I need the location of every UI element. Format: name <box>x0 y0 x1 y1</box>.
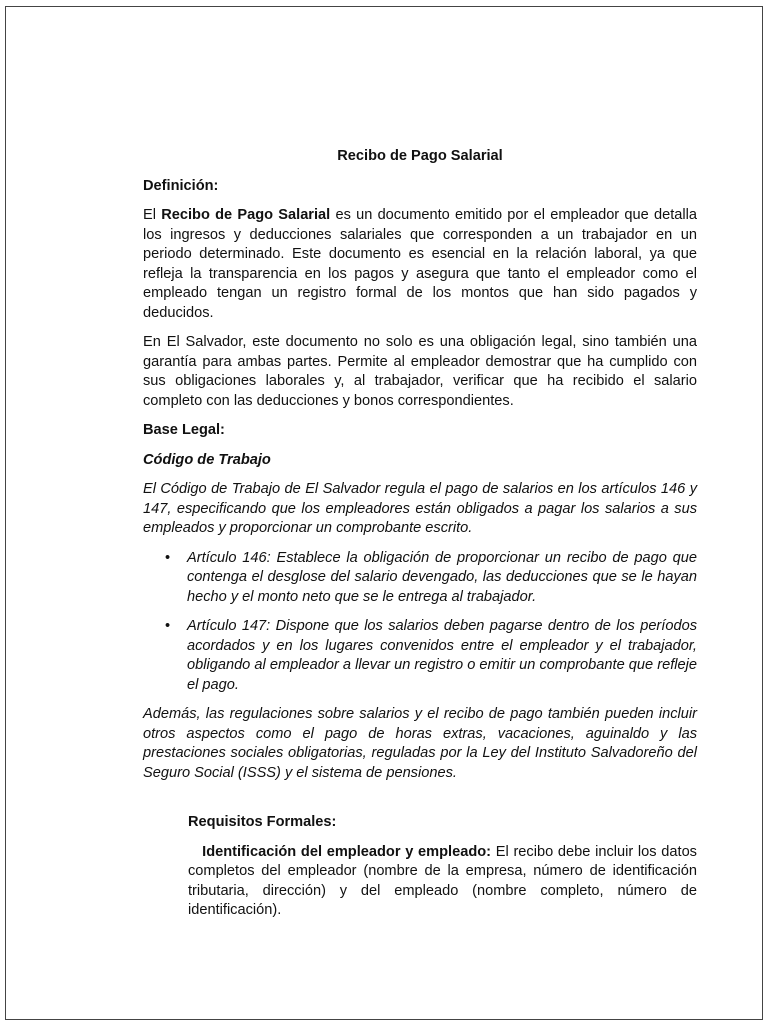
definition-prefix: El <box>143 207 162 223</box>
document-title: Recibo de Pago Salarial <box>337 148 503 164</box>
document-body <box>143 147 697 931</box>
requirement-1-text: El recibo debe incluir los datos completos del empleador (nombre de la empresa, número de identificación tributaria, dirección) y del empleado (nombre completo, número de identificación). <box>188 843 697 918</box>
bullet-icon: • <box>165 618 171 634</box>
definition-heading: Definición: <box>143 177 219 194</box>
list-item <box>143 549 697 608</box>
article-146-text: Artículo 146: Establece la obligación de proporcionar un recibo de pago que contenga el desglose del salario devengado, las deducciones que se le hayan hecho y el monto neto que se le entrega al trabajador. <box>187 549 697 605</box>
legal-heading: Base Legal: <box>143 422 225 438</box>
definition-paragraph-2: En El Salvador, este documento no solo es una obligación legal, sino también una garantía para ambas partes. Permite al empleador demostrar que ha cumplido con sus obligaciones laborales y, al trabajador, verificar que ha recibido el salario completo con las deducciones y bonos correspondientes. <box>143 334 697 409</box>
bullet-icon: • <box>165 549 171 566</box>
definition-paragraph-1 <box>143 206 697 323</box>
requirement-1-term: Identificación del empleador y empleado: <box>202 843 492 860</box>
spacer <box>143 793 697 813</box>
additional-paragraph: Además, las regulaciones sobre salarios y el recibo de pago también pueden incluir otros aspectos como el pago de horas extras, vacaciones, aguinaldo y las prestaciones sociales obligatorias, reguladas por la Ley del Instituto Salvadoreño del Seguro Social (ISSS) y el sistema de pensiones. <box>143 706 697 781</box>
requirements-heading: Requisitos Formales: <box>188 814 337 830</box>
requirement-1-paragraph <box>188 843 697 921</box>
document-page <box>5 6 763 1020</box>
code-heading: Código de Trabajo <box>143 451 271 468</box>
code-intro-paragraph: El Código de Trabajo de El Salvador regula el pago de salarios en los artículos 146 y 147, especificando que los empleadores están obligados a pagar los salarios a sus empleados y proporcionar un comprobante escrito. <box>143 481 697 536</box>
definition-term: Recibo de Pago Salarial <box>161 207 331 223</box>
list-item <box>143 617 697 695</box>
articles-list <box>143 549 697 696</box>
article-147-text: Artículo 147: Dispone que los salarios deben pagarse dentro de los períodos acordados y en los lugares convenidos entre el empleador y el trabajador, obligando al empleador a llevar un registro o emitir un comprobante que refleje el pago. <box>187 618 697 693</box>
definition-text: es un documento emitido por el empleador que detalla los ingresos y deducciones salariales que corresponden a un trabajador en un periodo determinado. Este documento es esencial en la relación laboral, ya que refleja la transparencia en los pagos y asegura que tanto el empleador como el empleado tengan un registro formal de los montos que han sido pagados y deducidos. <box>143 207 697 321</box>
